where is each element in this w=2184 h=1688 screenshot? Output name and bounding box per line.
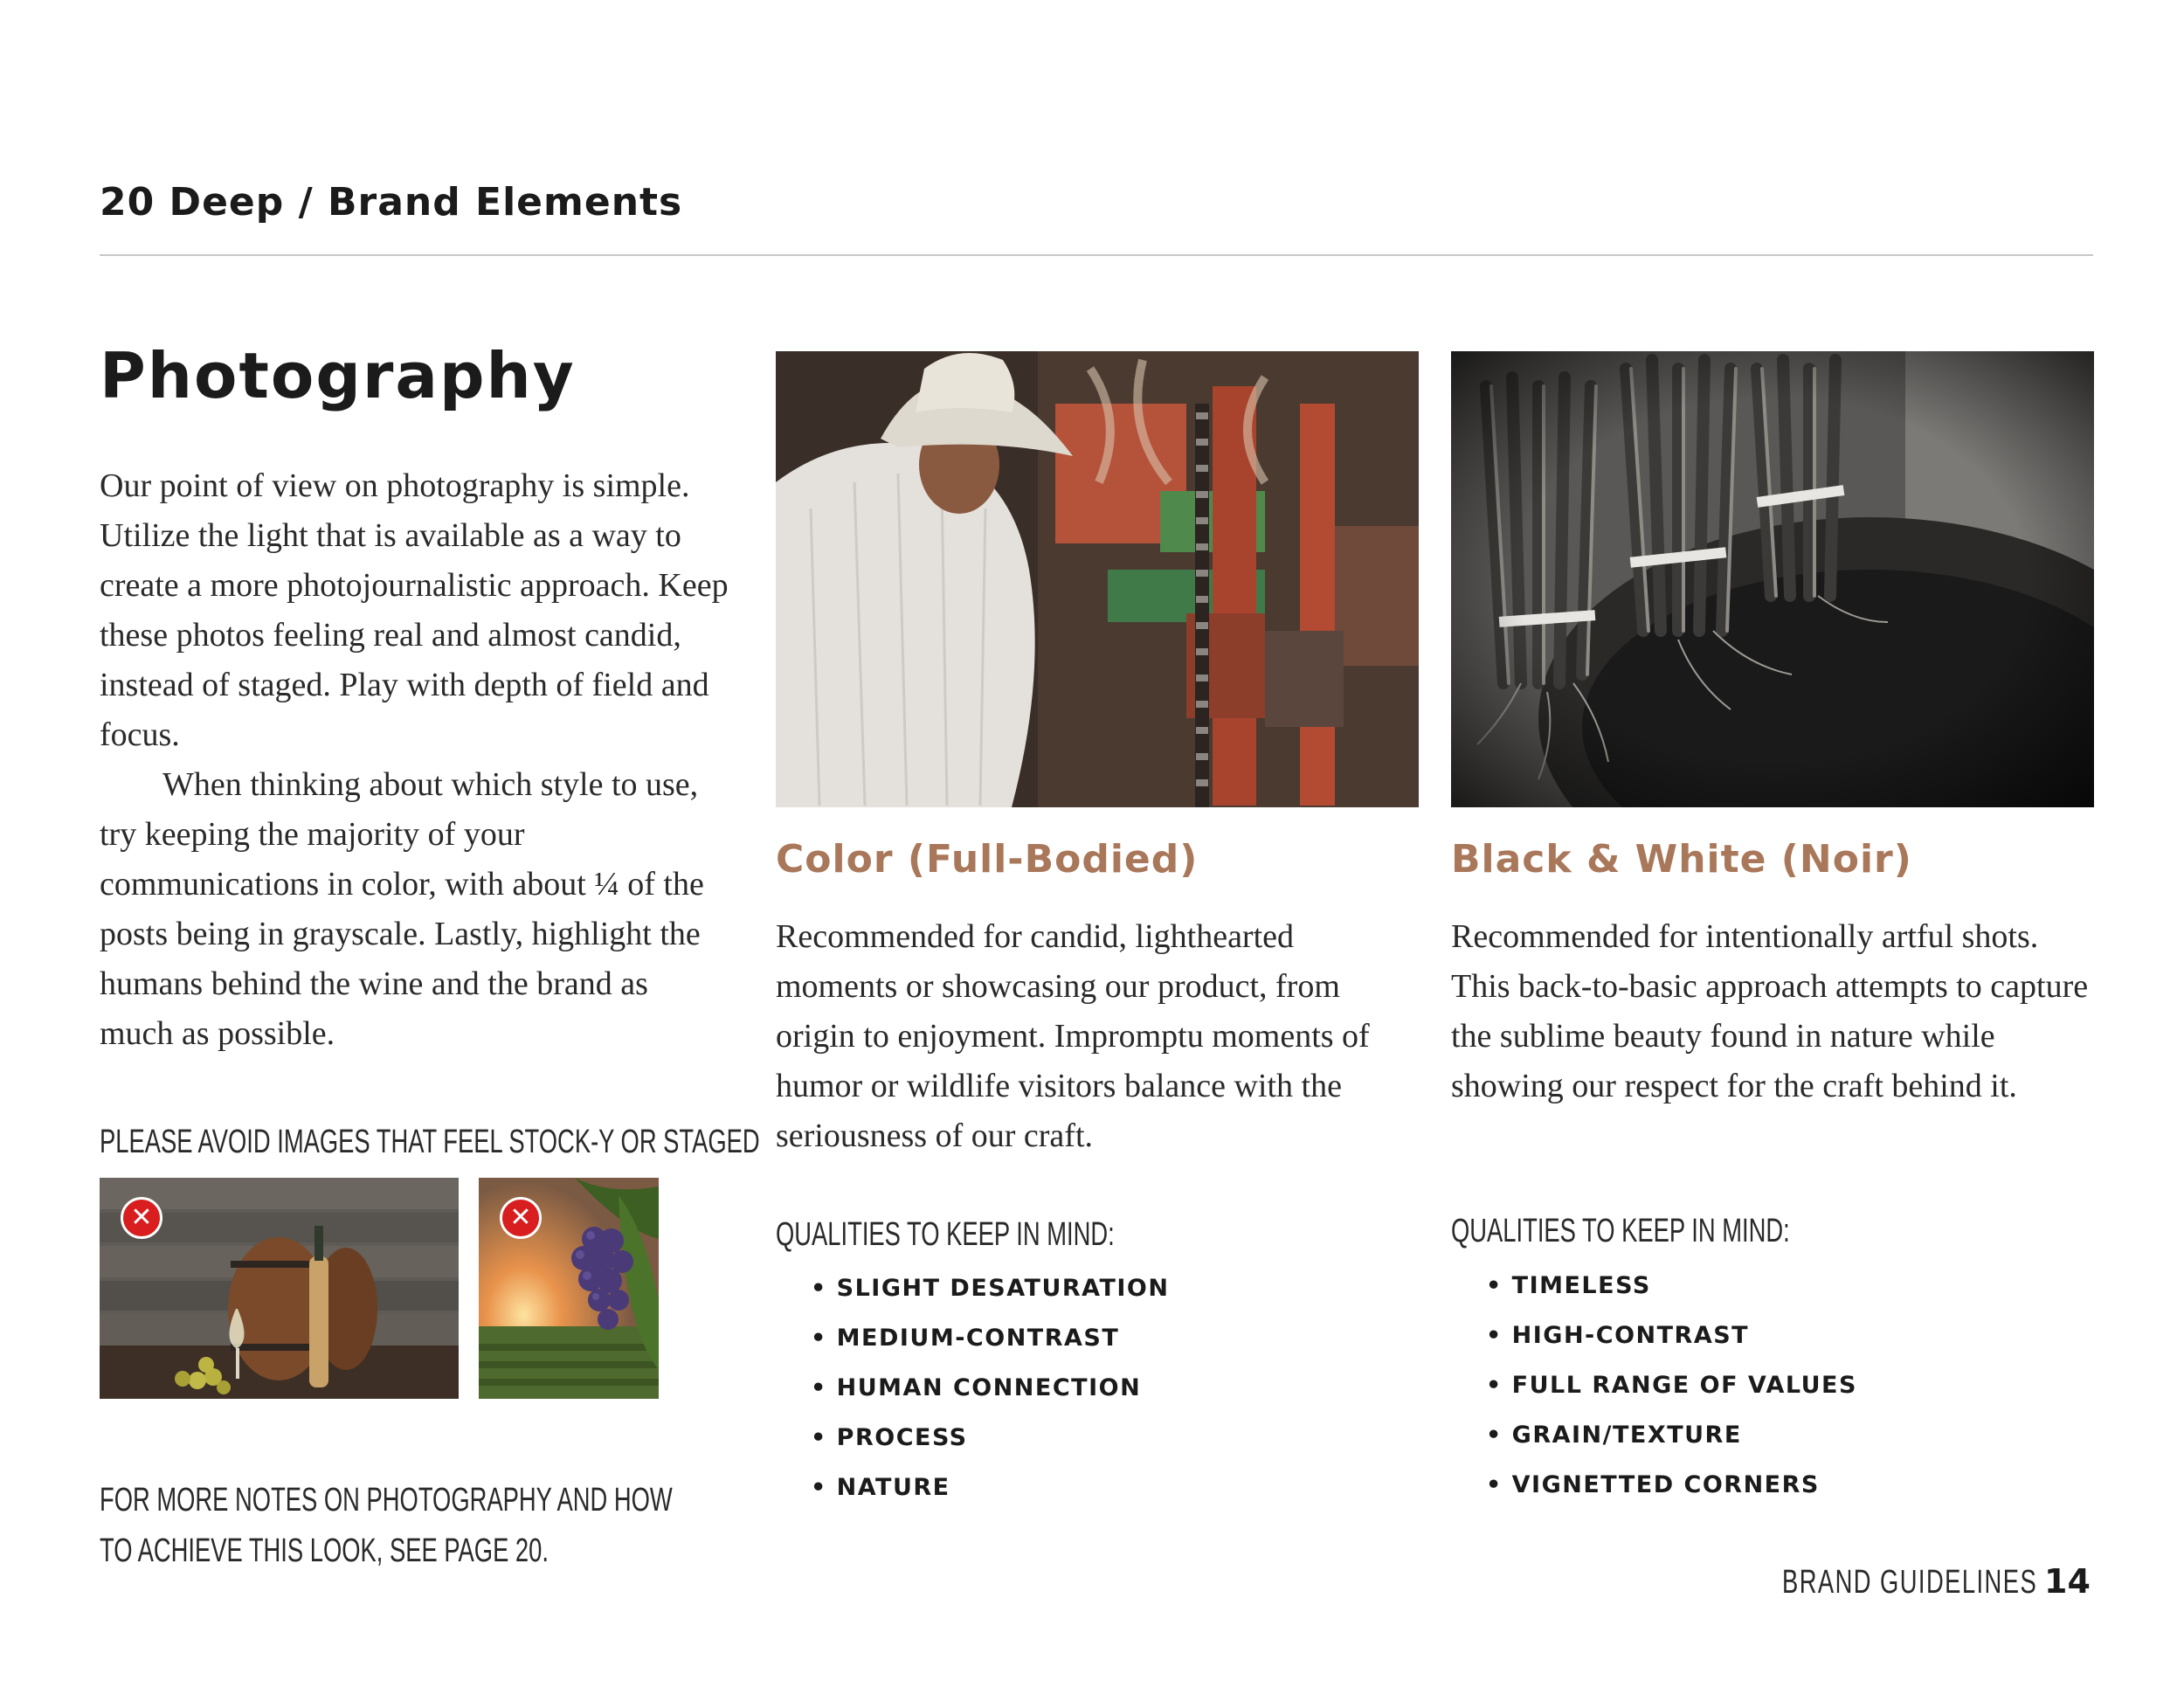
page-title: Photography bbox=[100, 339, 576, 412]
bw-qualities-label: QUALITIES TO KEEP IN MIND: bbox=[1451, 1213, 1790, 1249]
intro-text bbox=[100, 461, 729, 1059]
intro-paragraph-1: Our point of view on photography is simple. Utilize the light that is available as a way to create a more photojournalistic approach. Keep these photos feeling real and almost candid, instead of staged. Play with depth of field and focus. bbox=[100, 467, 729, 753]
list-item: • HUMAN CONNECTION bbox=[811, 1374, 1142, 1401]
footer-label: BRAND GUIDELINES bbox=[1782, 1564, 2038, 1601]
list-item: • TIMELESS bbox=[1486, 1272, 1651, 1299]
list-item: • NATURE bbox=[811, 1474, 950, 1501]
color-example-photo bbox=[776, 351, 1419, 807]
page-number: 14 bbox=[2044, 1562, 2091, 1601]
x-icon: ✕ bbox=[500, 1197, 542, 1239]
color-description bbox=[776, 912, 1422, 1161]
list-item: • PROCESS bbox=[811, 1424, 968, 1451]
bw-heading: Black & White (Noir) bbox=[1451, 837, 1912, 882]
bw-body: Recommended for intentionally artful shots. This back-to-basic approach attempts to capture the sublime beauty found in nature while showing our respect for the craft behind it. bbox=[1451, 918, 2089, 1104]
color-heading: Color (Full-Bodied) bbox=[776, 837, 1199, 882]
bw-example-photo bbox=[1451, 351, 2094, 807]
color-body: Recommended for candid, lighthearted moments or showcasing our product, from origin to enjoyment. Impromptu moments of humor or wildlife visitors balance with the seriousness of our craft. bbox=[776, 918, 1370, 1154]
list-item: • GRAIN/TEXTURE bbox=[1486, 1422, 1742, 1449]
bad-example-barrels-photo bbox=[100, 1178, 459, 1399]
more-notes bbox=[100, 1475, 673, 1576]
bw-description bbox=[1451, 912, 2098, 1111]
section-breadcrumb: 20 Deep / Brand Elements bbox=[100, 180, 683, 225]
bad-example-grapes-photo bbox=[479, 1178, 659, 1399]
list-item: • SLIGHT DESATURATION bbox=[811, 1275, 1170, 1302]
list-item: • FULL RANGE OF VALUES bbox=[1486, 1372, 1857, 1399]
list-item: • HIGH-CONTRAST bbox=[1486, 1322, 1750, 1349]
header-divider bbox=[100, 254, 2093, 256]
avoid-label: PLEASE AVOID IMAGES THAT FEEL STOCK-Y OR STAGED bbox=[100, 1124, 760, 1160]
intro-paragraph-2: When thinking about which style to use, try keeping the majority of your communications in color, with about ¼ of the posts being in grayscale. Lastly, highlight the humans behind the wine and the brand as much as possible. bbox=[100, 766, 704, 1052]
x-icon: ✕ bbox=[121, 1197, 162, 1239]
color-qualities-list bbox=[811, 1263, 1169, 1512]
color-qualities-label: QUALITIES TO KEEP IN MIND: bbox=[776, 1216, 1115, 1253]
more-notes-line-1: FOR MORE NOTES ON PHOTOGRAPHY AND HOW bbox=[100, 1482, 673, 1519]
list-item: • MEDIUM-CONTRAST bbox=[811, 1325, 1120, 1352]
more-notes-line-2: TO ACHIEVE THIS LOOK, SEE PAGE 20. bbox=[100, 1532, 549, 1569]
list-item: • VIGNETTED CORNERS bbox=[1486, 1471, 1820, 1498]
bw-qualities-list bbox=[1486, 1261, 1857, 1510]
